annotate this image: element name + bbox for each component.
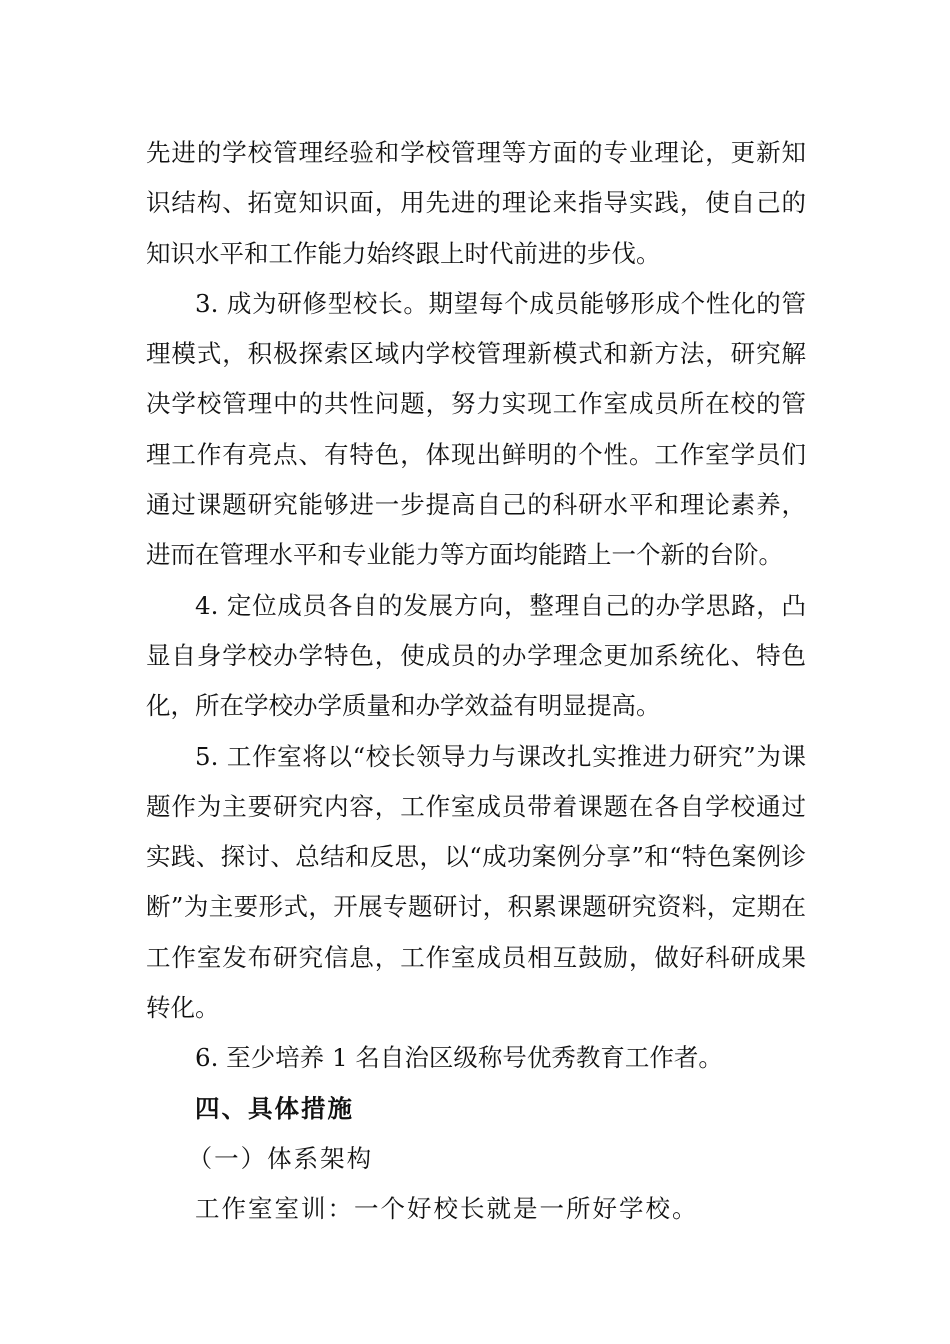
paragraph-item-6: 6. 至少培养 1 名自治区级称号优秀教育工作者。 (195, 1043, 723, 1073)
paragraph-item-4: 4. 定位成员各自的发展方向，整理自己的办学思路，凸显自身学校办学特色，使成员的办学理念更加系统化、特色化，所在学校办学质量和办学效益有明显提高。 (146, 590, 806, 721)
paragraph-item-5: 5. 工作室将以“校长领导力与课改扎实推进力研究”为课题作为主要研究内容，工作室成员带着课题在各自学校通过实践、探讨、总结和反思，以“成功案例分享”和“特色案例诊断”为主要形式，开展专题研讨，积累课题研究资料，定期在工作室发布研究信息，工作室成员相互鼓励，做好科研成果转化。 (146, 741, 806, 1023)
motto-line: 工作室室训：一个好校长就是一所好学校。 (195, 1194, 699, 1224)
section-heading: 四、具体措施 (195, 1093, 354, 1123)
document-body (146, 128, 806, 1235)
paragraph-item-3: 3. 成为研修型校长。期望每个成员能够形成个性化的管理模式，积极探索区域内学校管理新模式和新方法，研究解决学校管理中的共性问题，努力实现工作室成员所在校的管理工作有亮点、有特色，体现出鲜明的个性。工作室学员们通过课题研究能够进一步提高自己的科研水平和理论素养，进而在管理水平和专业能力等方面均能踏上一个新的台阶。 (146, 288, 806, 570)
subsection-heading: （一）体系架构 (187, 1143, 374, 1173)
paragraph-continuation: 先进的学校管理经验和学校管理等方面的专业理论，更新知识结构、拓宽知识面，用先进的理论来指导实践，使自己的知识水平和工作能力始终跟上时代前进的步伐。 (146, 138, 806, 268)
